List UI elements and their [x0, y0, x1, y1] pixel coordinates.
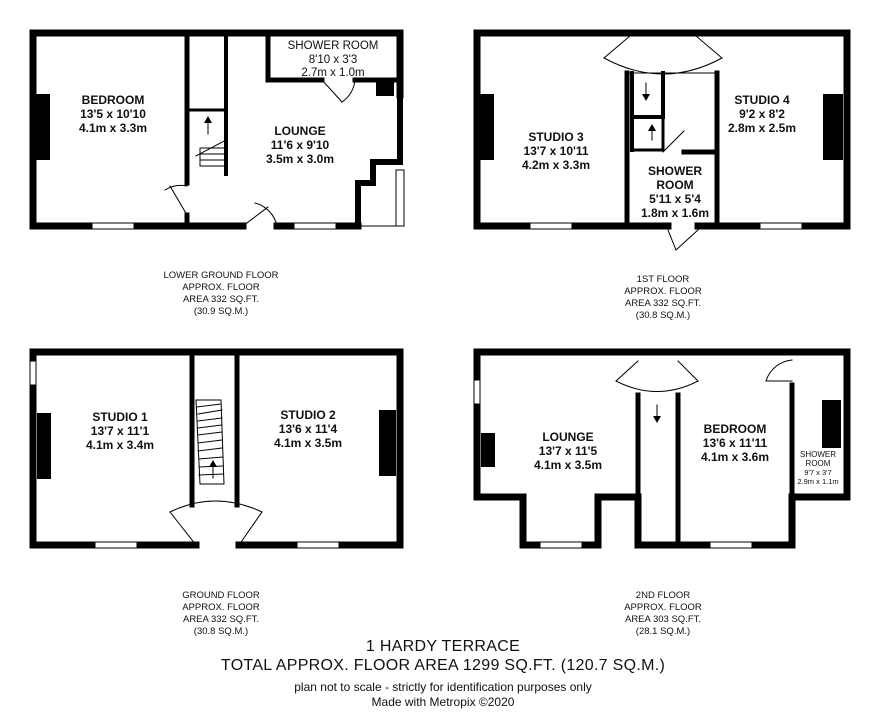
- room-label-lg-bedroom: [79, 93, 147, 135]
- room-name: STUDIO 1: [92, 410, 148, 424]
- second-floor-plan: [474, 352, 847, 548]
- room-dimensions-metric: 4.2m x 3.3m: [521, 158, 591, 173]
- room-label-1f-shower-room: [641, 164, 709, 221]
- room-dimensions-metric: 2.8m x 2.5m: [727, 121, 797, 136]
- floor-caption-line: AREA 332 SQ.FT.: [182, 293, 260, 305]
- room-dimensions-metric: 1.8m x 1.6m: [640, 206, 710, 221]
- floor-caption-line: APPROX. FLOOR: [182, 601, 260, 613]
- floor-caption-line: AREA 332 SQ.FT.: [182, 613, 260, 625]
- room-dimensions-imperial: 13'6 x 11'4: [278, 422, 338, 437]
- floor-caption-line: AREA 332 SQ.FT.: [624, 297, 702, 309]
- floor-caption-line: LOWER GROUND FLOOR: [163, 270, 279, 281]
- room-dimensions-imperial: 9'7 x 3'7: [804, 467, 832, 477]
- property-name: 1 HARDY TERRACE: [365, 638, 521, 655]
- floor-caption-line: (30.9 SQ.M.): [193, 305, 249, 317]
- room-dimensions-metric: 2.9m x 1.1m: [797, 476, 839, 486]
- room-label-1f-studio3: [522, 130, 590, 172]
- floor-caption-line: APPROX. FLOOR: [624, 601, 702, 613]
- room-label-2f-lounge: [534, 430, 602, 472]
- room-dimensions-imperial: 13'5 x 10'10: [80, 107, 146, 122]
- room-label-2f-shower-room: [797, 450, 838, 487]
- room-name: LOUNGE: [542, 430, 594, 444]
- room-dimensions-imperial: 13'7 x 10'11: [523, 144, 589, 159]
- room-name: SHOWER ROOM: [799, 450, 836, 469]
- floor-caption-line: GROUND FLOOR: [182, 590, 260, 601]
- floor-caption-ground: [182, 590, 260, 638]
- room-label-lg-lounge: [266, 124, 334, 166]
- room-dimensions-metric: 2.7m x 1.0m: [301, 67, 365, 80]
- floor-caption-line: (28.1 SQ.M.): [635, 625, 691, 637]
- floor-caption-lower-ground: [163, 270, 278, 318]
- room-dimensions-metric: 4.1m x 3.5m: [533, 458, 603, 473]
- room-dimensions-metric: 4.1m x 3.4m: [85, 438, 155, 453]
- floor-caption-line: AREA 303 SQ.FT.: [624, 613, 702, 625]
- room-dimensions-metric: 3.5m x 3.0m: [265, 152, 335, 167]
- room-name: SHOWER ROOM: [647, 164, 702, 193]
- room-dimensions-imperial: 9'2 x 8'2: [739, 107, 785, 122]
- disclaimer: plan not to scale - strictly for identification purposes only: [294, 680, 592, 694]
- credit: Made with Metropix ©2020: [371, 695, 515, 709]
- room-dimensions-imperial: 5'11 x 5'4: [649, 192, 701, 207]
- room-dimensions-imperial: 13'7 x 11'1: [90, 424, 150, 439]
- room-dimensions-metric: 4.1m x 3.3m: [78, 121, 148, 136]
- floor-caption-line: 2ND FLOOR: [635, 590, 691, 601]
- room-label-gf-studio1: [86, 410, 154, 452]
- room-dimensions-metric: 4.1m x 3.6m: [700, 450, 770, 465]
- room-name: STUDIO 4: [734, 93, 790, 107]
- room-label-1f-studio4: [728, 93, 796, 135]
- total-floor-area: TOTAL APPROX. FLOOR AREA 1299 SQ.FT. (120.7 SQ.M.): [220, 657, 666, 674]
- room-dimensions-imperial: 13'6 x 11'11: [702, 436, 768, 451]
- floor-caption-line: APPROX. FLOOR: [624, 285, 702, 297]
- floor-caption-second: [624, 590, 702, 638]
- room-name: STUDIO 3: [528, 130, 584, 144]
- room-name: SHOWER ROOM: [287, 40, 379, 52]
- room-dimensions-metric: 4.1m x 3.5m: [273, 436, 343, 451]
- room-label-2f-bedroom: [701, 422, 769, 464]
- room-dimensions-imperial: 13'7 x 11'5: [538, 444, 598, 459]
- floor-caption-line: APPROX. FLOOR: [182, 281, 260, 293]
- room-label-lg-shower-room: [288, 40, 379, 81]
- room-label-gf-studio2: [274, 408, 342, 450]
- floor-caption-line: 1ST FLOOR: [636, 274, 690, 285]
- room-dimensions-imperial: 11'6 x 9'10: [270, 138, 330, 153]
- floor-caption-line: (30.8 SQ.M.): [635, 309, 691, 321]
- room-name: BEDROOM: [81, 93, 145, 107]
- room-name: BEDROOM: [703, 422, 767, 436]
- room-dimensions-imperial: 8'10 x 3'3: [308, 53, 358, 66]
- room-name: STUDIO 2: [280, 408, 336, 422]
- floor-caption-first: [624, 274, 702, 322]
- room-name: LOUNGE: [274, 124, 326, 138]
- floor-caption-line: (30.8 SQ.M.): [193, 625, 249, 637]
